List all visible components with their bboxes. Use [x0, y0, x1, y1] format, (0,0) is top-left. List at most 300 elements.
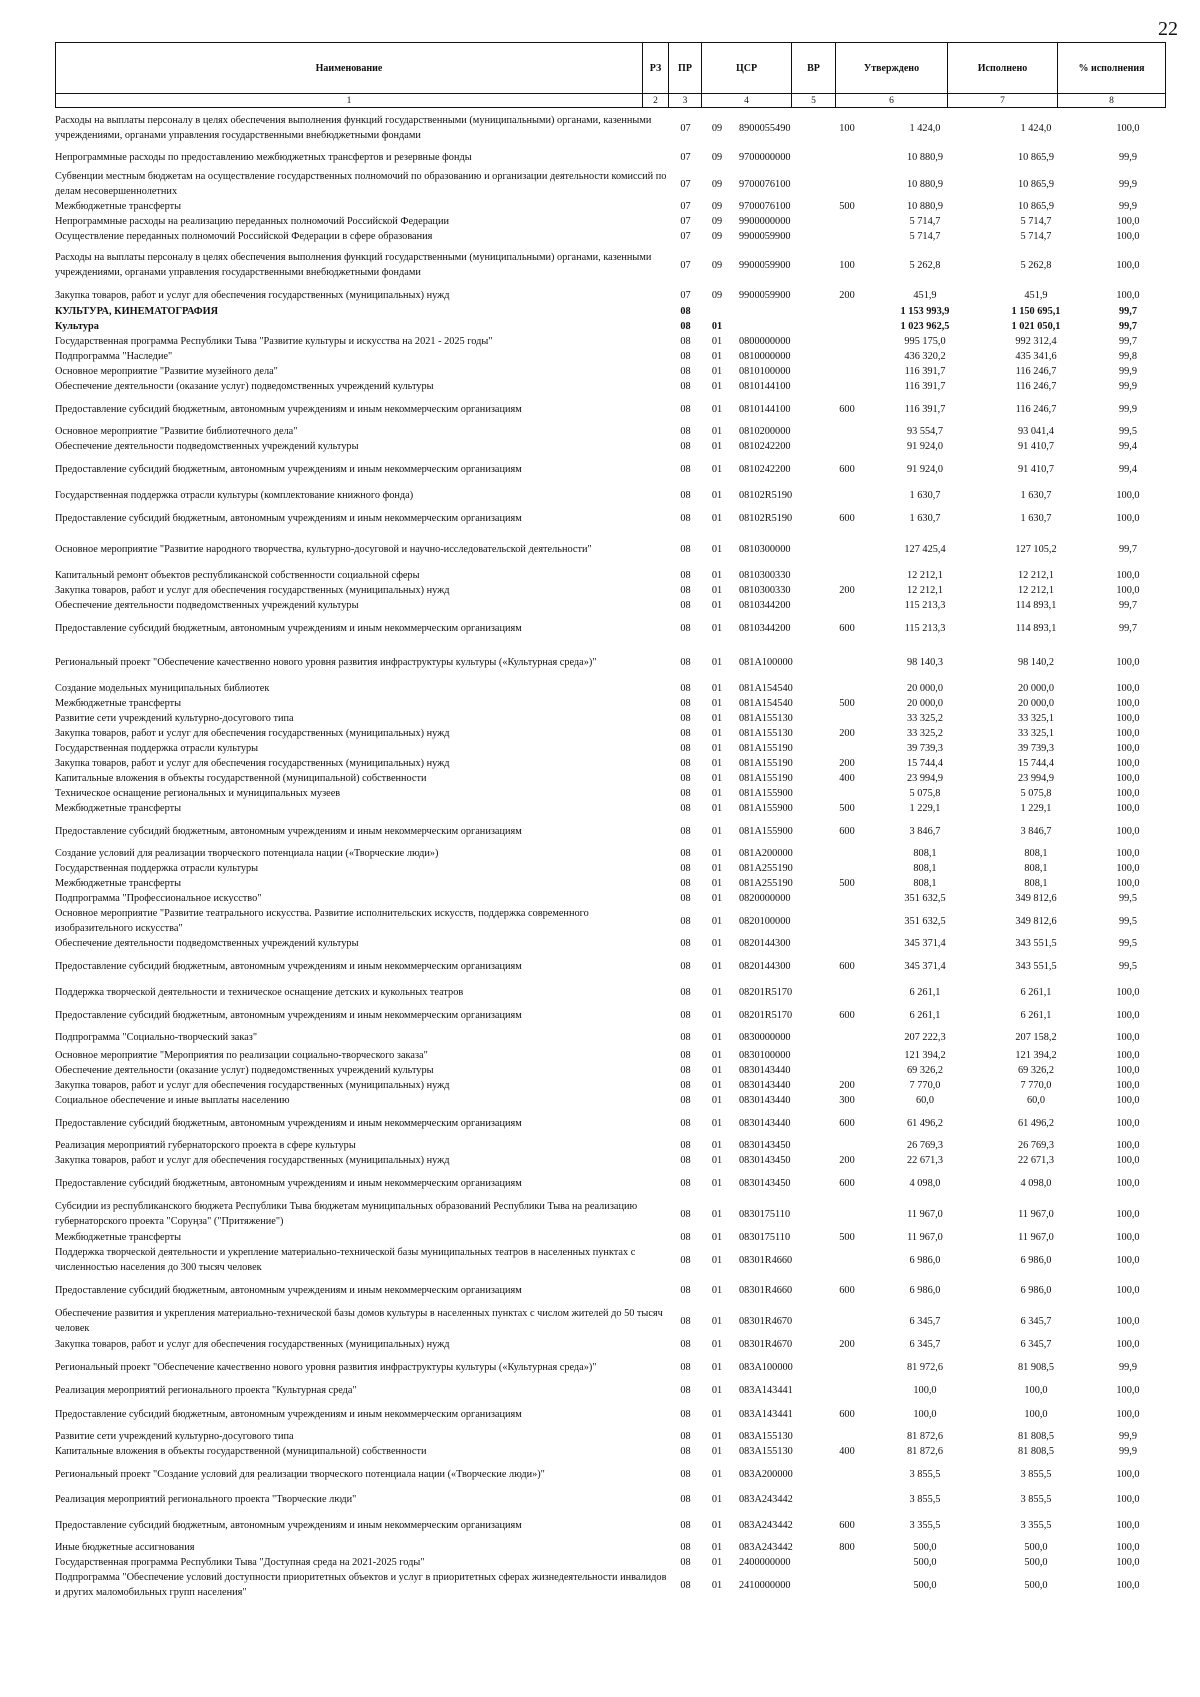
row-executed: 1 630,7 [1020, 490, 1052, 502]
page-number: 22 [1158, 18, 1178, 40]
table-row [55, 584, 1165, 599]
table-row [55, 365, 1165, 380]
row-csr: 0820100000 [739, 915, 791, 927]
row-pr: 01 [711, 1519, 723, 1531]
column-header-percent: % исполнения [1058, 43, 1166, 94]
row-pr: 01 [711, 1431, 723, 1443]
row-name: Основное мероприятие "Развитие музейного дела" [55, 366, 278, 378]
row-pr: 09 [711, 259, 723, 271]
row-percent: 100,0 [1116, 1117, 1140, 1129]
row-approved: 60,0 [915, 1095, 935, 1107]
row-pr: 01 [711, 1232, 723, 1244]
row-executed: 435 341,6 [1015, 351, 1057, 363]
row-vr [825, 1064, 869, 1079]
row-rz: 08 [680, 381, 691, 393]
row-executed: 12 212,1 [1017, 570, 1055, 582]
row-percent: 99,9 [1118, 151, 1138, 163]
row-approved: 808,1 [913, 863, 937, 875]
table-row [55, 1079, 1165, 1094]
row-csr: 083A155130 [739, 1446, 793, 1458]
row-approved: 1 630,7 [909, 513, 941, 525]
row-percent: 100,0 [1116, 863, 1140, 875]
row-rz: 07 [680, 231, 691, 243]
row-pr: 01 [711, 513, 723, 525]
row-percent: 100,0 [1116, 122, 1140, 134]
row-percent: 100,0 [1116, 1177, 1140, 1189]
table-row [55, 1049, 1165, 1064]
row-pr: 01 [711, 426, 723, 438]
row-vr [825, 1139, 869, 1154]
table-row [55, 892, 1165, 907]
table-row [55, 200, 1165, 215]
table-row [55, 697, 1165, 712]
row-executed: 61 496,2 [1017, 1117, 1055, 1129]
table-row [55, 644, 1165, 682]
row-csr: 0830175110 [739, 1232, 791, 1244]
row-approved: 93 554,7 [906, 426, 944, 438]
row-approved: 345 371,4 [904, 960, 946, 972]
row-vr: 600 [839, 1010, 855, 1022]
row-percent: 100,0 [1116, 490, 1140, 502]
row-csr: 2400000000 [739, 1557, 791, 1569]
row-vr [825, 1049, 869, 1064]
table-row [55, 1338, 1165, 1353]
row-approved: 3 855,5 [909, 1468, 941, 1480]
row-percent: 100,0 [1116, 1254, 1140, 1266]
row-name: Межбюджетные трансферты [55, 201, 182, 213]
table-row [55, 682, 1165, 697]
row-percent: 100,0 [1116, 1557, 1140, 1569]
row-name: Предоставление субсидий бюджетным, автономным учреждениям и иным некоммерческим организациям [55, 463, 522, 475]
row-name: Закупка товаров, работ и услуг для обеспечения государственных (муниципальных) нужд [55, 1155, 450, 1167]
table-row [55, 230, 1165, 245]
row-vr: 600 [839, 1408, 855, 1420]
row-approved: 116 391,7 [904, 366, 946, 378]
row-vr [825, 862, 869, 877]
row-approved: 12 212,1 [906, 585, 944, 597]
row-csr: 0810200000 [739, 426, 791, 438]
row-percent: 99,9 [1118, 1361, 1138, 1373]
row-approved: 4 098,0 [909, 1177, 941, 1189]
row-vr [825, 1383, 869, 1400]
row-executed: 808,1 [1024, 878, 1048, 890]
row-name: Межбюджетные трансферты [55, 1232, 182, 1244]
row-vr [825, 742, 869, 757]
table-header [55, 42, 1166, 108]
row-pr: 01 [711, 1050, 723, 1062]
row-rz: 08 [680, 1177, 691, 1189]
column-header-name: Наименование [56, 43, 643, 94]
row-executed: 33 325,1 [1017, 728, 1055, 740]
row-vr [825, 907, 869, 937]
row-pr: 01 [711, 803, 723, 815]
row-rz: 08 [680, 321, 691, 333]
row-name: Поддержка творческой деятельности и укрепление материально-технической базы муниципальных театров в населенных пунктах с численностью населения до 300 тысяч человек [55, 1247, 636, 1273]
table-row [55, 1139, 1165, 1154]
row-csr: 0830143450 [739, 1177, 791, 1189]
row-approved: 6 986,0 [909, 1284, 941, 1296]
row-vr [825, 1028, 869, 1049]
row-pr: 01 [711, 463, 723, 475]
row-csr: 0810242200 [739, 463, 791, 475]
table-row [55, 1109, 1165, 1139]
row-rz: 08 [680, 1408, 691, 1420]
row-vr: 400 [839, 1446, 855, 1458]
table-row [55, 877, 1165, 892]
row-rz: 08 [680, 1315, 691, 1327]
table-row [55, 1430, 1165, 1445]
row-percent: 100,0 [1116, 1385, 1140, 1397]
row-percent: 99,5 [1118, 426, 1138, 438]
row-executed: 5 714,7 [1020, 216, 1052, 228]
row-pr: 01 [711, 758, 723, 770]
row-percent: 100,0 [1116, 1095, 1140, 1107]
row-pr: 01 [711, 1494, 723, 1506]
row-approved: 6 345,7 [909, 1339, 941, 1351]
row-vr: 600 [839, 403, 855, 415]
row-executed: 26 769,3 [1017, 1140, 1055, 1152]
row-pr: 01 [711, 728, 723, 740]
row-approved: 10 880,9 [906, 201, 944, 213]
column-header-vr: ВР [792, 43, 836, 94]
row-name: Создание условий для реализации творческого потенциала нации («Творческие люди») [55, 848, 439, 860]
row-csr: 083A155130 [739, 1431, 793, 1443]
row-rz: 07 [680, 151, 691, 163]
row-rz: 08 [680, 570, 691, 582]
row-approved: 1 424,0 [909, 122, 941, 134]
row-rz: 07 [680, 216, 691, 228]
row-vr [825, 170, 869, 200]
row-pr: 01 [711, 1542, 723, 1554]
row-percent: 99,9 [1118, 1431, 1138, 1443]
row-executed: 20 000,0 [1017, 698, 1055, 710]
row-rz: 08 [680, 915, 691, 927]
row-pr: 01 [711, 1315, 723, 1327]
row-csr: 9900059900 [739, 259, 791, 271]
row-executed: 1 021 050,1 [1011, 321, 1061, 333]
row-vr [825, 847, 869, 862]
row-name: Субсидии из республиканского бюджета Республики Тыва бюджетам муниципальных образований Республики Тыва на реализацию губернаторского проекта "Соруңза" ("Притяжение") [55, 1201, 638, 1227]
row-vr: 200 [839, 758, 855, 770]
row-executed: 116 246,7 [1015, 366, 1057, 378]
row-rz: 08 [680, 960, 691, 972]
row-executed: 93 041,4 [1017, 426, 1055, 438]
row-percent: 100,0 [1116, 803, 1140, 815]
row-vr: 200 [839, 1339, 855, 1351]
row-pr: 01 [711, 938, 723, 950]
row-rz: 08 [680, 743, 691, 755]
row-approved: 345 371,4 [904, 938, 946, 950]
row-percent: 100,0 [1116, 1339, 1140, 1351]
row-rz: 08 [680, 426, 691, 438]
row-rz: 08 [680, 1494, 691, 1506]
row-executed: 6 986,0 [1020, 1284, 1052, 1296]
row-csr: 08301R4660 [739, 1254, 793, 1266]
row-pr: 01 [711, 403, 723, 415]
row-approved: 15 744,4 [906, 758, 944, 770]
row-executed: 500,0 [1024, 1579, 1048, 1591]
row-approved: 121 394,2 [904, 1050, 946, 1062]
row-percent: 100,0 [1116, 1155, 1140, 1167]
row-approved: 20 000,0 [906, 698, 944, 710]
row-csr: 081A155190 [739, 743, 793, 755]
row-name: Подпрограмма "Профессиональное искусство" [55, 893, 262, 905]
row-rz: 08 [680, 1095, 691, 1107]
row-rz: 08 [680, 1579, 691, 1591]
row-pr: 01 [711, 1095, 723, 1107]
row-pr: 01 [711, 1468, 723, 1480]
row-pr: 01 [711, 848, 723, 860]
row-percent: 99,9 [1118, 381, 1138, 393]
row-vr [825, 892, 869, 907]
row-pr: 01 [711, 656, 723, 668]
row-percent: 99,7 [1118, 600, 1138, 612]
table-row [55, 112, 1165, 146]
row-csr [735, 305, 825, 320]
row-vr: 200 [839, 1080, 855, 1092]
row-executed: 7 770,0 [1020, 1080, 1052, 1092]
row-executed: 6 986,0 [1020, 1254, 1052, 1266]
row-csr: 0830175110 [739, 1208, 791, 1220]
row-vr: 100 [839, 259, 855, 271]
row-rz: 08 [680, 1050, 691, 1062]
row-csr: 08301R4660 [739, 1284, 793, 1296]
row-pr: 01 [711, 698, 723, 710]
row-csr: 081A155130 [739, 728, 793, 740]
row-name: Закупка товаров, работ и услуг для обеспечения государственных (муниципальных) нужд [55, 758, 450, 770]
row-csr: 081A155190 [739, 758, 793, 770]
row-vr: 500 [839, 803, 855, 815]
table-row [55, 350, 1165, 365]
row-approved: 69 326,2 [906, 1065, 944, 1077]
row-executed: 91 410,7 [1017, 441, 1055, 453]
row-csr: 0820000000 [739, 893, 791, 905]
row-csr: 0820144300 [739, 960, 791, 972]
row-csr: 0830143440 [739, 1117, 791, 1129]
column-number: 7 [948, 94, 1058, 108]
column-header-csr: ЦСР [702, 43, 792, 94]
table-row [55, 1246, 1165, 1276]
row-rz: 08 [680, 1431, 691, 1443]
row-pr: 01 [711, 863, 723, 875]
row-name: Расходы на выплаты персоналу в целях обеспечения выполнения функций государственными (муниципальными) органами, казенными учреждениями, органами управления государственными внебюджетными фондами [55, 115, 652, 141]
row-percent: 100,0 [1116, 1408, 1140, 1420]
row-percent: 100,0 [1116, 216, 1140, 228]
row-vr [825, 365, 869, 380]
column-header-approved: Утверждено [836, 43, 948, 94]
row-approved: 5 714,7 [909, 216, 941, 228]
row-executed: 98 140,2 [1017, 656, 1055, 668]
row-executed: 5 075,8 [1020, 788, 1052, 800]
row-executed: 349 812,6 [1015, 893, 1057, 905]
row-vr: 500 [839, 878, 855, 890]
row-name: Государственная поддержка отрасли культуры [55, 863, 259, 875]
row-vr: 500 [839, 698, 855, 710]
row-rz: 07 [680, 122, 691, 134]
table-row [55, 907, 1165, 937]
row-name: Непрограммные расходы на реализацию переданных полномочий Российской Федерации [55, 216, 449, 228]
row-name: Предоставление субсидий бюджетным, автономным учреждениям и иным некоммерческим организациям [55, 1117, 522, 1129]
row-csr: 081A155900 [739, 803, 793, 815]
row-csr: 0830143450 [739, 1140, 791, 1152]
row-percent: 99,7 [1118, 336, 1138, 348]
row-percent: 100,0 [1116, 728, 1140, 740]
table-row [55, 727, 1165, 742]
row-rz: 08 [680, 758, 691, 770]
table-row [55, 380, 1165, 395]
row-approved: 5 714,7 [909, 231, 941, 243]
row-name: Государственная поддержка отрасли культуры [55, 743, 259, 755]
row-name: Обеспечение развития и укрепления материально-технической базы домов культуры в населенных пунктах с числом жителей до 50 тысяч человек [55, 1308, 663, 1334]
row-rz: 08 [680, 1385, 691, 1397]
row-name: Капитальные вложения в объекты государственной (муниципальной) собственности [55, 773, 427, 785]
row-name: Основное мероприятие "Развитие народного творчества, культурно-досуговой и научно-исследовательской деятельности" [55, 543, 592, 555]
row-csr: 0830143440 [739, 1080, 791, 1092]
row-vr [825, 569, 869, 584]
row-rz: 08 [680, 1232, 691, 1244]
row-pr: 01 [711, 773, 723, 785]
row-csr: 081A155130 [739, 713, 793, 725]
row-percent: 100,0 [1116, 987, 1140, 999]
column-header-rz: РЗ [643, 43, 669, 94]
row-executed: 451,9 [1024, 289, 1048, 301]
row-percent: 99,7 [1118, 306, 1138, 318]
row-approved: 127 425,4 [904, 543, 946, 555]
row-pr: 01 [711, 960, 723, 972]
row-approved: 1 630,7 [909, 490, 941, 502]
row-pr: 01 [711, 543, 723, 555]
table-row [55, 982, 1165, 1005]
row-percent: 99,9 [1118, 178, 1138, 190]
table-row [55, 395, 1165, 425]
row-percent: 99,7 [1118, 321, 1138, 333]
row-vr: 200 [839, 728, 855, 740]
row-pr: 09 [711, 151, 723, 163]
row-pr: 01 [711, 441, 723, 453]
row-approved: 98 140,3 [906, 656, 944, 668]
row-executed: 207 158,2 [1015, 1032, 1057, 1044]
row-pr: 01 [711, 1339, 723, 1351]
row-percent: 100,0 [1116, 1140, 1140, 1152]
row-vr: 200 [839, 585, 855, 597]
row-executed: 121 394,2 [1015, 1050, 1057, 1062]
row-name: Подпрограмма "Наследие" [55, 351, 173, 363]
row-pr: 01 [711, 878, 723, 890]
table-row [55, 569, 1165, 584]
row-approved: 10 880,9 [906, 151, 944, 163]
row-rz: 08 [680, 1284, 691, 1296]
table-row [55, 742, 1165, 757]
row-executed: 22 671,3 [1017, 1155, 1055, 1167]
row-percent: 100,0 [1116, 848, 1140, 860]
row-csr: 081A255190 [739, 863, 793, 875]
row-pr: 01 [711, 1385, 723, 1397]
row-csr: 0810144100 [739, 381, 791, 393]
table-row [55, 1460, 1165, 1490]
row-executed: 5 262,8 [1020, 259, 1052, 271]
row-percent: 100,0 [1116, 1080, 1140, 1092]
row-name: Техническое оснащение региональных и муниципальных музеев [55, 788, 341, 800]
row-pr: 01 [711, 321, 723, 333]
row-csr: 0810242200 [739, 441, 791, 453]
row-pr: 01 [711, 1208, 723, 1220]
row-pr: 01 [711, 788, 723, 800]
table-row [55, 1306, 1165, 1338]
table-row [55, 1490, 1165, 1511]
row-vr [825, 982, 869, 1005]
row-csr: 083A143441 [739, 1408, 793, 1420]
row-percent: 99,5 [1118, 893, 1138, 905]
row-executed: 6 345,7 [1020, 1315, 1052, 1327]
row-rz: 08 [680, 1339, 691, 1351]
row-pr: 01 [711, 381, 723, 393]
row-rz: 07 [680, 178, 691, 190]
row-percent: 100,0 [1116, 585, 1140, 597]
row-pr: 01 [711, 1140, 723, 1152]
row-name: Закупка товаров, работ и услуг для обеспечения государственных (муниципальных) нужд [55, 585, 450, 597]
budget-table [55, 112, 1165, 1601]
row-rz: 08 [680, 1032, 691, 1044]
column-number: 6 [836, 94, 948, 108]
row-rz: 08 [680, 1468, 691, 1480]
row-approved: 5 075,8 [909, 788, 941, 800]
row-vr: 600 [839, 1519, 855, 1531]
row-csr: 0830000000 [739, 1032, 791, 1044]
row-executed: 10 865,9 [1017, 178, 1055, 190]
row-name: Межбюджетные трансферты [55, 698, 182, 710]
row-csr: 9700076100 [739, 178, 791, 190]
row-name: Межбюджетные трансферты [55, 878, 182, 890]
row-percent: 99,4 [1118, 463, 1138, 475]
row-approved: 3 846,7 [909, 825, 941, 837]
row-name: Предоставление субсидий бюджетным, автономным учреждениям и иным некоммерческим организациям [55, 1519, 522, 1531]
row-executed: 114 893,1 [1015, 622, 1057, 634]
table-row [55, 508, 1165, 531]
row-percent: 100,0 [1116, 656, 1140, 668]
row-rz: 08 [680, 1065, 691, 1077]
row-percent: 100,0 [1116, 1315, 1140, 1327]
row-pr: 01 [711, 825, 723, 837]
row-executed: 91 410,7 [1017, 463, 1055, 475]
row-pr: 01 [711, 1361, 723, 1373]
table-row [55, 1511, 1165, 1541]
row-executed: 1 424,0 [1020, 122, 1052, 134]
row-rz: 08 [680, 403, 691, 415]
row-name: Закупка товаров, работ и услуг для обеспечения государственных (муниципальных) нужд [55, 1339, 450, 1351]
row-vr [825, 712, 869, 727]
row-approved: 1 229,1 [909, 803, 941, 815]
row-approved: 33 325,2 [906, 728, 944, 740]
table-row [55, 305, 1165, 320]
column-number: 3 [669, 94, 702, 108]
row-vr: 500 [839, 201, 855, 213]
row-name: Иные бюджетные ассигнования [55, 1542, 195, 1554]
row-vr: 600 [839, 1177, 855, 1189]
row-rz: 08 [680, 773, 691, 785]
row-pr: 01 [711, 743, 723, 755]
row-csr: 0830100000 [739, 1050, 791, 1062]
row-pr: 01 [711, 1155, 723, 1167]
column-number: 1 [56, 94, 643, 108]
row-rz: 08 [680, 656, 691, 668]
row-approved: 5 262,8 [909, 259, 941, 271]
column-number: 5 [792, 94, 836, 108]
row-percent: 100,0 [1116, 289, 1140, 301]
row-csr: 081A155900 [739, 825, 793, 837]
row-approved: 451,9 [913, 289, 937, 301]
row-percent: 100,0 [1116, 878, 1140, 890]
row-name: Государственная программа Республики Тыва "Доступная среда на 2021-2025 годы" [55, 1557, 425, 1569]
